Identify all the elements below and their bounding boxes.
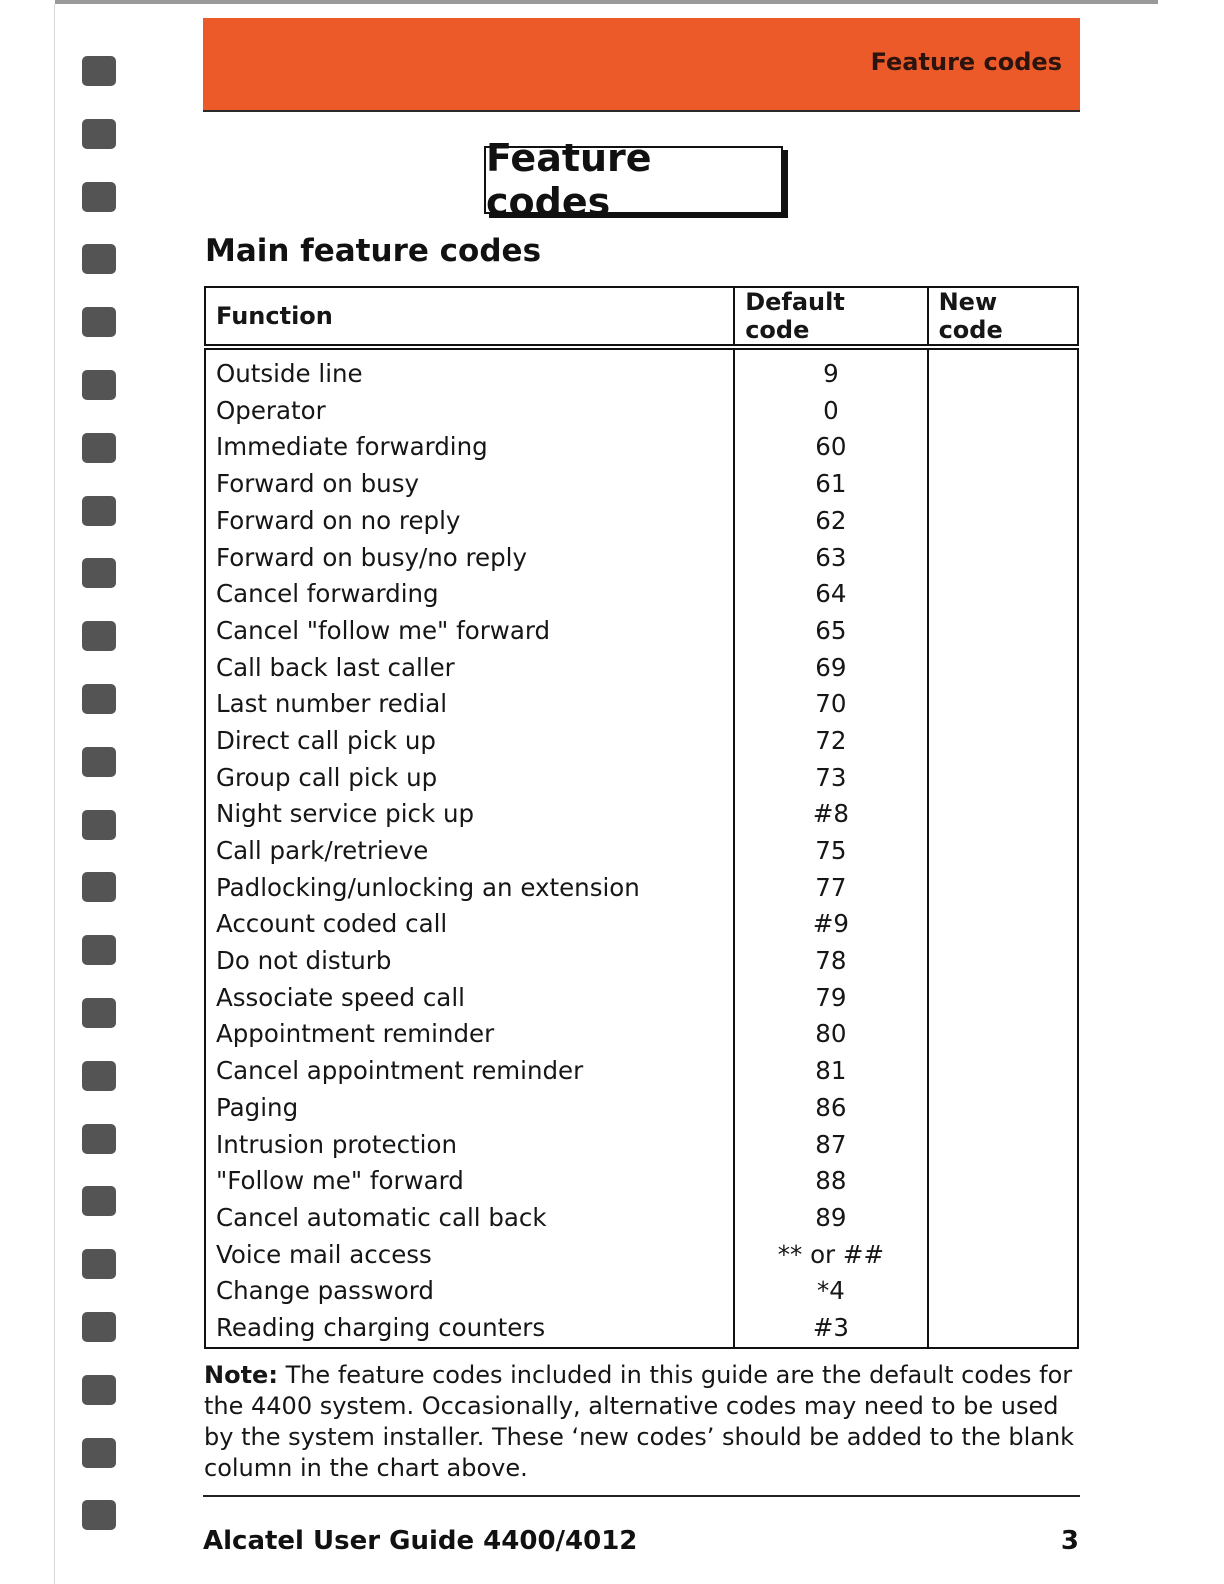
new-code-cell bbox=[928, 347, 1078, 393]
table-row bbox=[205, 347, 1078, 393]
running-head: Feature codes bbox=[870, 48, 1062, 76]
function-cell: Appointment reminder bbox=[216, 1019, 495, 1049]
binding-hole bbox=[82, 935, 116, 965]
new-code-cell bbox=[928, 833, 1078, 870]
column-header-default-code: Default code bbox=[734, 287, 927, 347]
table-row bbox=[205, 833, 1078, 870]
binding-hole bbox=[82, 370, 116, 400]
binding-hole bbox=[82, 56, 116, 86]
note-text: The feature codes included in this guide are the default codes for the 4400 system. Occasionally, alternative codes may need to be used by the system installer. These ‘new codes’ should be added to the blank column in the chart above. bbox=[204, 1361, 1075, 1482]
binding-hole bbox=[82, 810, 116, 840]
new-code-cell bbox=[928, 613, 1078, 650]
default-code-cell: 69 bbox=[734, 650, 927, 687]
new-code-cell bbox=[928, 796, 1078, 833]
new-code-cell bbox=[928, 943, 1078, 980]
function-cell: Cancel appointment reminder bbox=[216, 1056, 584, 1086]
new-code-cell bbox=[928, 1126, 1078, 1163]
table-row bbox=[205, 1053, 1078, 1090]
table-row bbox=[205, 613, 1078, 650]
new-code-cell bbox=[928, 686, 1078, 723]
function-cell: Immediate forwarding bbox=[216, 432, 488, 462]
table-row bbox=[205, 1126, 1078, 1163]
function-cell: Forward on busy/no reply bbox=[216, 542, 527, 572]
binding-hole bbox=[82, 621, 116, 651]
binding-hole bbox=[82, 1249, 116, 1279]
header-rule bbox=[203, 110, 1080, 112]
default-code-cell: 87 bbox=[734, 1126, 927, 1163]
table-row bbox=[205, 429, 1078, 466]
note-paragraph bbox=[204, 1360, 1079, 1484]
default-code-cell: 9 bbox=[734, 347, 927, 393]
default-code-cell: 79 bbox=[734, 980, 927, 1017]
binding-hole bbox=[82, 1061, 116, 1091]
new-code-cell bbox=[928, 539, 1078, 576]
page-title: Feature codes bbox=[484, 146, 783, 214]
new-code-cell bbox=[928, 466, 1078, 503]
default-code-cell: #8 bbox=[734, 796, 927, 833]
new-code-cell bbox=[928, 576, 1078, 613]
new-code-cell bbox=[928, 1163, 1078, 1200]
default-code-cell: 73 bbox=[734, 760, 927, 797]
column-header-new-code: New code bbox=[928, 287, 1078, 347]
binding-hole bbox=[82, 307, 116, 337]
new-code-cell bbox=[928, 760, 1078, 797]
function-cell: Last number redial bbox=[216, 689, 448, 719]
table-body bbox=[205, 347, 1078, 1348]
new-code-cell bbox=[928, 1273, 1078, 1310]
binding-hole bbox=[82, 747, 116, 777]
function-cell: Change password bbox=[216, 1276, 434, 1306]
feature-codes-table bbox=[204, 286, 1079, 1349]
table-row bbox=[205, 539, 1078, 576]
table-row bbox=[205, 796, 1078, 833]
table-row bbox=[205, 466, 1078, 503]
new-code-cell bbox=[928, 1310, 1078, 1348]
new-code-cell bbox=[928, 1237, 1078, 1274]
default-code-cell: #3 bbox=[734, 1310, 927, 1348]
table-row bbox=[205, 760, 1078, 797]
function-cell: Cancel forwarding bbox=[216, 579, 439, 609]
table-row bbox=[205, 650, 1078, 687]
function-cell: Cancel "follow me" forward bbox=[216, 615, 551, 645]
table-row bbox=[205, 393, 1078, 430]
default-code-cell: 60 bbox=[734, 429, 927, 466]
function-cell: Account coded call bbox=[216, 909, 448, 939]
function-cell: Call back last caller bbox=[216, 652, 455, 682]
function-cell: Direct call pick up bbox=[216, 725, 436, 755]
section-heading: Main feature codes bbox=[205, 233, 542, 269]
column-header-function: Function bbox=[205, 287, 734, 347]
default-code-cell: ** or ## bbox=[734, 1237, 927, 1274]
table-row bbox=[205, 723, 1078, 760]
default-code-cell: 72 bbox=[734, 723, 927, 760]
function-cell: Forward on no reply bbox=[216, 505, 461, 535]
footer-title: Alcatel User Guide 4400/4012 bbox=[203, 1526, 638, 1556]
default-code-cell: 88 bbox=[734, 1163, 927, 1200]
new-code-cell bbox=[928, 1200, 1078, 1237]
binding-hole bbox=[82, 244, 116, 274]
function-cell: Operator bbox=[216, 395, 326, 425]
function-cell: Cancel automatic call back bbox=[216, 1202, 547, 1232]
new-code-cell bbox=[928, 429, 1078, 466]
function-cell: Reading charging counters bbox=[216, 1312, 546, 1342]
footer-rule bbox=[203, 1495, 1080, 1497]
default-code-cell: 0 bbox=[734, 393, 927, 430]
table-row bbox=[205, 906, 1078, 943]
new-code-cell bbox=[928, 723, 1078, 760]
binding-hole bbox=[82, 1312, 116, 1342]
default-code-cell: 64 bbox=[734, 576, 927, 613]
spiral-binding bbox=[82, 56, 122, 1566]
table-row bbox=[205, 576, 1078, 613]
default-code-cell: *4 bbox=[734, 1273, 927, 1310]
binding-hole bbox=[82, 684, 116, 714]
new-code-cell bbox=[928, 980, 1078, 1017]
table-row bbox=[205, 980, 1078, 1017]
function-cell: Associate speed call bbox=[216, 982, 465, 1012]
function-cell: Call park/retrieve bbox=[216, 836, 429, 866]
function-cell: Do not disturb bbox=[216, 946, 392, 976]
table-row bbox=[205, 870, 1078, 907]
new-code-cell bbox=[928, 1053, 1078, 1090]
table-row bbox=[205, 686, 1078, 723]
function-cell: Night service pick up bbox=[216, 799, 475, 829]
binding-hole bbox=[82, 558, 116, 588]
default-code-cell: 86 bbox=[734, 1090, 927, 1127]
binding-hole bbox=[82, 1438, 116, 1468]
page-number: 3 bbox=[1060, 1526, 1079, 1556]
table-row bbox=[205, 1273, 1078, 1310]
table-row bbox=[205, 1016, 1078, 1053]
new-code-cell bbox=[928, 906, 1078, 943]
new-code-cell bbox=[928, 393, 1078, 430]
binding-hole bbox=[82, 872, 116, 902]
table-row bbox=[205, 943, 1078, 980]
function-cell: Forward on busy bbox=[216, 469, 419, 499]
table-row bbox=[205, 1090, 1078, 1127]
binding-hole bbox=[82, 182, 116, 212]
table-row bbox=[205, 1163, 1078, 1200]
binding-hole bbox=[82, 1500, 116, 1530]
table-row bbox=[205, 1200, 1078, 1237]
function-cell: Outside line bbox=[216, 359, 363, 389]
default-code-cell: 63 bbox=[734, 539, 927, 576]
new-code-cell bbox=[928, 1016, 1078, 1053]
table-header-row bbox=[205, 287, 1078, 347]
function-cell: Intrusion protection bbox=[216, 1129, 457, 1159]
table-row bbox=[205, 1310, 1078, 1348]
default-code-cell: 81 bbox=[734, 1053, 927, 1090]
default-code-cell: 75 bbox=[734, 833, 927, 870]
function-cell: "Follow me" forward bbox=[216, 1166, 464, 1196]
note-label: Note: bbox=[204, 1361, 278, 1389]
binding-hole bbox=[82, 433, 116, 463]
function-cell: Paging bbox=[216, 1092, 299, 1122]
default-code-cell: 78 bbox=[734, 943, 927, 980]
function-cell: Voice mail access bbox=[216, 1239, 432, 1269]
binding-hole bbox=[82, 998, 116, 1028]
binding-hole bbox=[82, 119, 116, 149]
default-code-cell: 70 bbox=[734, 686, 927, 723]
table-row bbox=[205, 1237, 1078, 1274]
default-code-cell: #9 bbox=[734, 906, 927, 943]
function-cell: Padlocking/unlocking an extension bbox=[216, 872, 640, 902]
default-code-cell: 65 bbox=[734, 613, 927, 650]
binding-hole bbox=[82, 1375, 116, 1405]
new-code-cell bbox=[928, 870, 1078, 907]
new-code-cell bbox=[928, 650, 1078, 687]
new-code-cell bbox=[928, 503, 1078, 540]
binding-hole bbox=[82, 1186, 116, 1216]
default-code-cell: 77 bbox=[734, 870, 927, 907]
default-code-cell: 61 bbox=[734, 466, 927, 503]
new-code-cell bbox=[928, 1090, 1078, 1127]
function-cell: Group call pick up bbox=[216, 762, 438, 792]
default-code-cell: 62 bbox=[734, 503, 927, 540]
table-row bbox=[205, 503, 1078, 540]
default-code-cell: 89 bbox=[734, 1200, 927, 1237]
default-code-cell: 80 bbox=[734, 1016, 927, 1053]
binding-hole bbox=[82, 1124, 116, 1154]
binding-hole bbox=[82, 496, 116, 526]
